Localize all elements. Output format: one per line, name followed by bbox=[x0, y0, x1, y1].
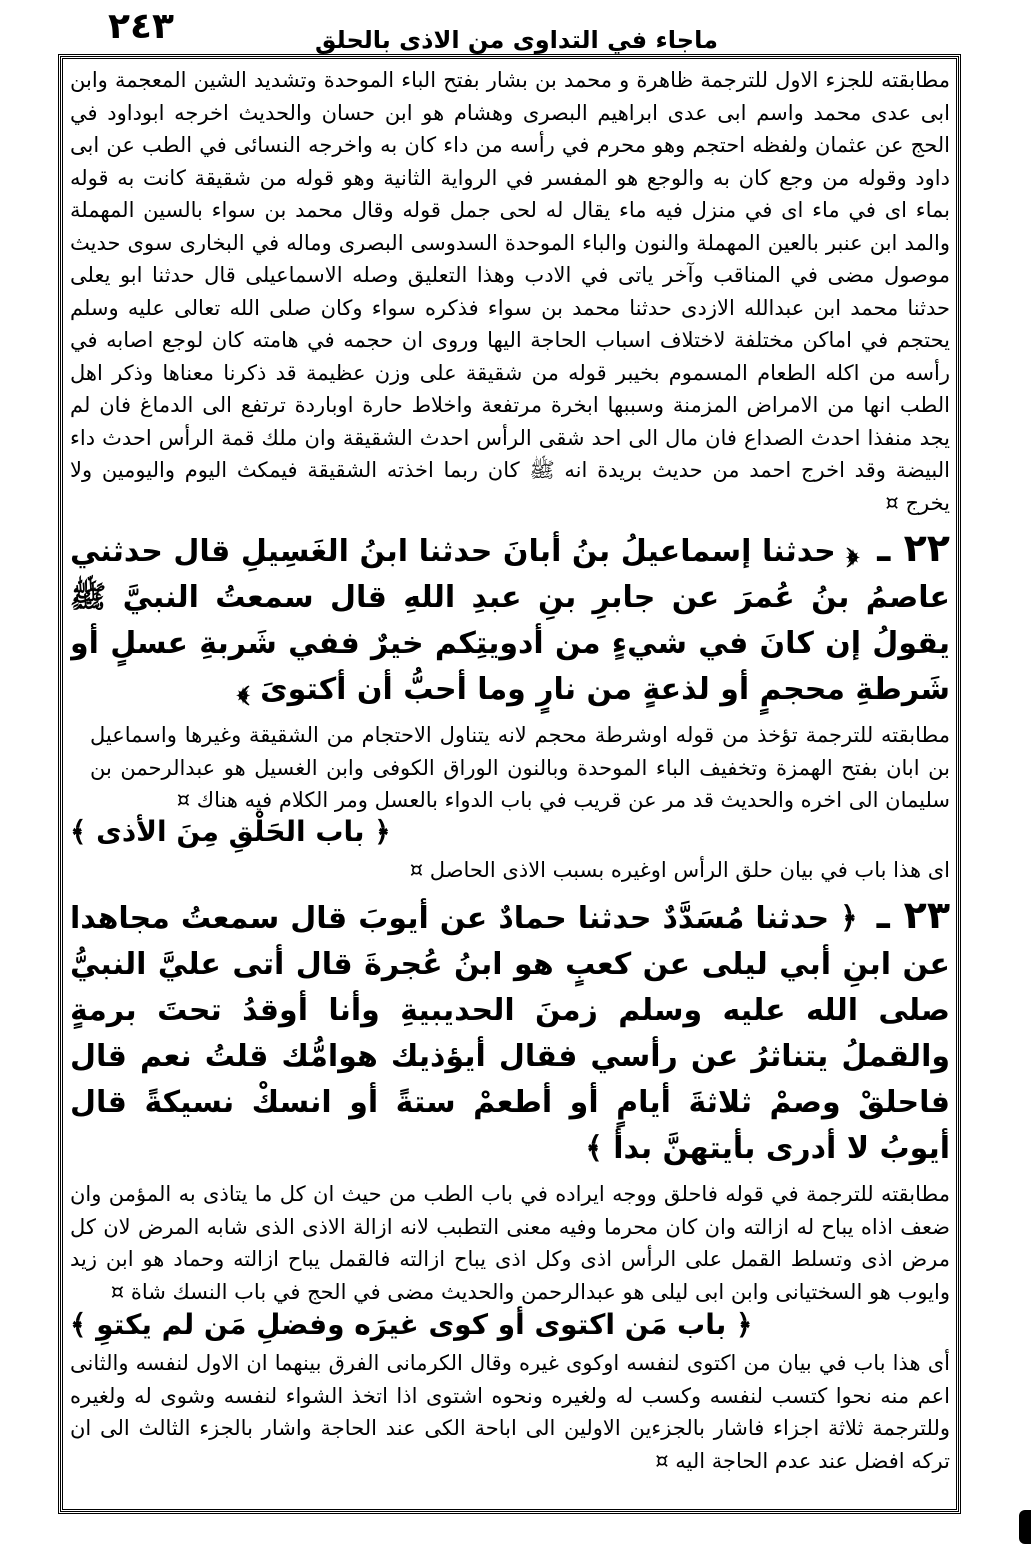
commentary-paragraph: مطابقته للترجمة في قوله فاحلق ووجه ايراده في باب الطب من حيث ان كل ما يتاذى به المؤمن وان ضعف اذاه يباح له ازالته وان كان محرما وفيه معنى التطبب لانه ازالة الاذى الذى شابه المرض لان كل مرض اذى وتسلط القمل على الرأس اذى وكل اذى يباح ازالته فالقمل يباح ازالته وحماد هو ابن زيد وايوب هو السختيانى وابن ابى ليلى هو عبدالرحمن والحديث مضى في الحج في باب النسك شاة ¤ bbox=[70, 1182, 950, 1304]
hadith-number: ٢٢ ـ bbox=[877, 526, 950, 570]
page-edge-mark bbox=[1019, 1510, 1031, 1544]
page-body bbox=[70, 64, 950, 1504]
chapter-heading: ﴿ باب مَن اكتوى أو كوى غيرَه وفضلِ مَن لم يكتوِ ﴾ bbox=[70, 1308, 753, 1341]
hadith-22 bbox=[70, 525, 950, 713]
chapter-heading: ﴿ باب الحَلْقِ مِنَ الأذى ﴾ bbox=[70, 814, 391, 848]
running-title: ماجاء في التداوى من الاذى بالحلق bbox=[315, 26, 718, 54]
hadith-number: ٢٣ ـ bbox=[876, 893, 950, 937]
page-number: ٢٤٣ bbox=[108, 6, 174, 47]
hadith-text: ﴿ حدثنا إسماعيلُ بنُ أبانَ حدثنا ابنُ الغَسِيلِ قال حدثني عاصمُ بنُ عُمرَ عن جابرِ بنِ عبدِ اللهِ قال سمعتُ النبيَّ ﷺ يقولُ إن كانَ في شيءٍ من أدويتِكم خيرٌ ففي شَربةِ عسلٍ أو شَرطةِ محجمٍ أو لذعةٍ من نارٍ وما أحبُّ أن أكتوىَ ﴾ bbox=[70, 534, 950, 707]
commentary-with-chapter bbox=[70, 719, 950, 817]
commentary-paragraph: أى هذا باب في بيان من اكتوى لنفسه اوكوى غيره وقال الكرمانى الفرق بينهما ان الاول لنفسه والثانى اعم منه نحوا كتسب لنفسه وكسب له ولغيره ونحوه اشتوى اذا اتخذ الشواء لنفسه وشوى له ولغيره وللترجمة ثلاثة اجزاء فاشار بالجزءين الاولين الى اباحة الكى عند الحاجة واشار بالجزء الثالث الى ان تركه افضل عند عدم الحاجة اليه ¤ bbox=[70, 1351, 950, 1473]
commentary-paragraph: مطابقته للجزء الاول للترجمة ظاهرة و محمد بن بشار بفتح الباء الموحدة وتشديد الشين المعجمة وابن ابى عدى محمد واسم ابى عدى ابراهيم البصرى وهشام هو ابن حسان والحديث اخرجه ابوداود في الحج عن عثمان ولفظه احتجم وهو محرم في رأسه من داء كان به واخرجه النسائى في الطب عن ابى داود وقوله من وجع كان به والوجع هو المفسر في الرواية الثانية وهو قوله من شقيقة كانت به قوله بماء اى في ماء اى في منزل فيه ماء يقال له لحى جمل قوله وقال محمد بن سواء بالسين المهملة والمد ابن عنبر بالعين المهملة والنون والباء الموحدة السدوسى البصرى وماله في البخارى سوى حديث موصول مضى في المناقب وآخر ياتى في الادب وهذا التعليق وصله الاسماعيلى قال حدثنا ابو يعلى حدثنا محمد ابن عبدالله الازدى حدثنا محمد بن سواء فذكره سواء وكان صلى الله تعالى عليه وسلم يحتجم في اماكن مختلفة لاختلاف اسباب الحاجة اليها وروى ان حجمه في هامته كان لوجع اصابه في رأسه من اكله الطعام المسموم بخيبر قوله من شقيقة على وزن عظيمة قد ذكرنا معناها وذكر اهل الطب انها من الامراض المزمنة وسببها ابخرة مرتفعة واخلاط حارة اوباردة ترتفع الى الدماغ فان لم يجد منفذا احدث الصداع فان مال الى احد شقى الرأس احدث الشقيقة وان ملك قمة الرأس احدث داء البيضة وقد اخرج احمد من حديث بريدة انه ﷺ كان ربما اخذته الشقيقة فيمكث اليوم واليومين ولا يخرج ¤ bbox=[70, 68, 950, 515]
commentary-paragraph: مطابقته للترجمة تؤخذ من قوله اوشرطة محجم لانه يتناول الاحتجام من الشقيقة وغيرها واسماعيل بن ابان بفتح الهمزة وتخفيف الباء الموحدة وبالنون الوراق الكوفى وابن الغسيل هو عبدالرحمن بن سليمان الى اخره والحديث قد مر عن قريب في باب الدواء بالعسل ومر الكلام فيه هناك ¤ bbox=[90, 723, 950, 812]
chapter-gloss: اى هذا باب في بيان حلق الرأس اوغيره بسبب الاذى الحاصل ¤ bbox=[409, 857, 950, 882]
hadith-23 bbox=[70, 892, 950, 1172]
hadith-text: ﴿ حدثنا مُسَدَّدٌ حدثنا حمادٌ عن أيوبَ قال سمعتُ مجاهدا عن ابنِ أبي ليلى عن كعبٍ هو ابنُ عُجرةَ قال أتى عليَّ النبيُّ صلى الله عليه وسلم زمنَ الحديبيةِ وأنا أوقدُ تحتَ برمةٍ والقملُ يتناثرُ عن رأسي فقال أيؤذيك هوامُّك قلتُ نعم قال فاحلقْ وصمْ ثلاثةَ أيامٍ أو أطعمْ ستةً أو انسكْ نسيكةً قال أيوبُ لا أدرى بأيتهنَّ بدأ ﴾ bbox=[70, 901, 950, 1166]
